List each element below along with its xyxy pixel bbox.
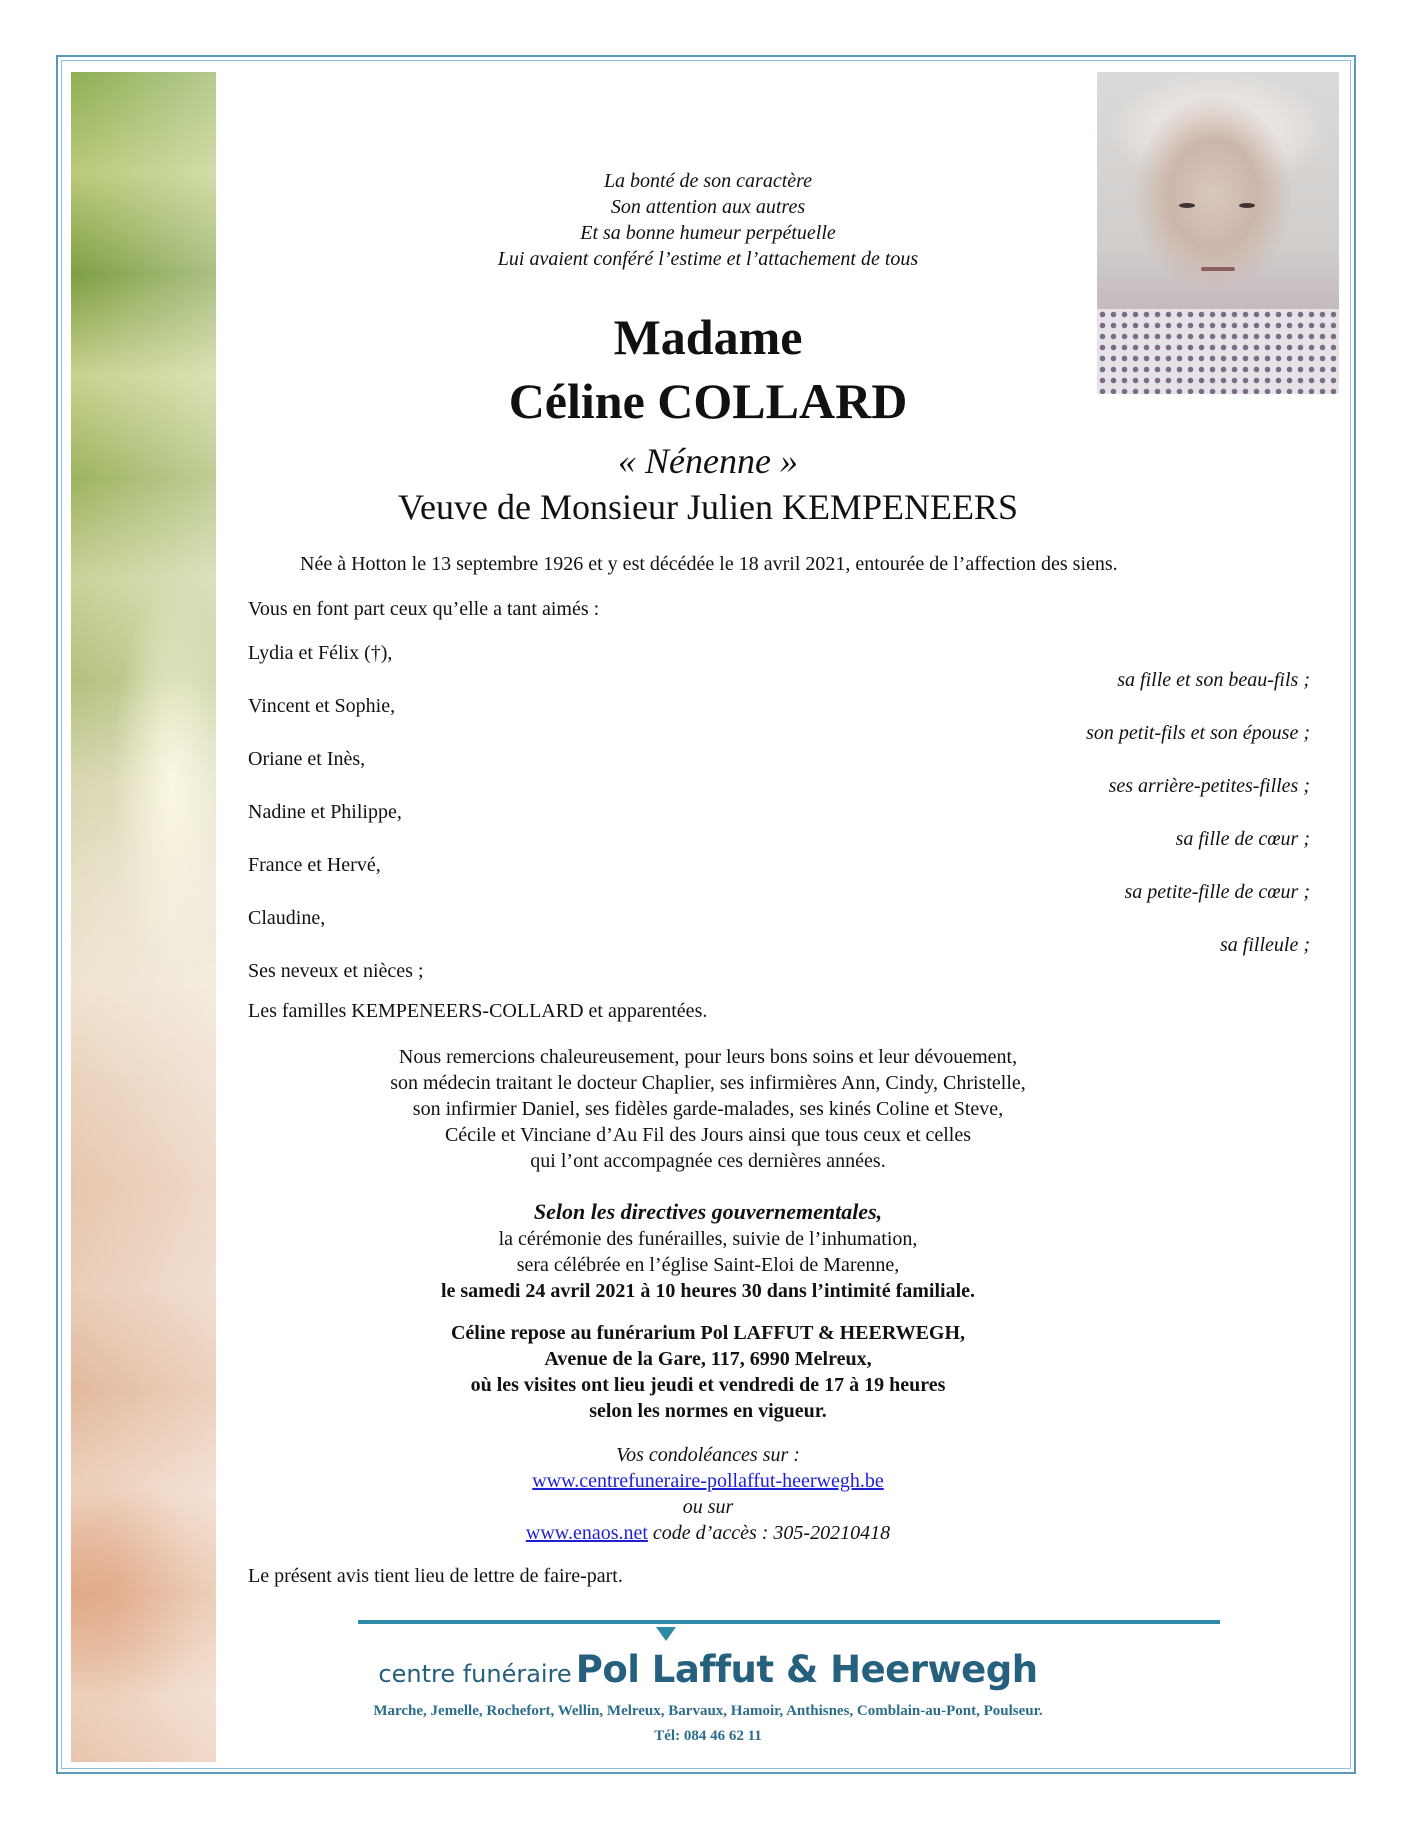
poem-line: La bonté de son caractère — [603, 170, 813, 192]
nickname: « Nénenne » — [618, 441, 798, 481]
rest-line: Avenue de la Gare, 117, 6990 Melreux, — [544, 1348, 872, 1370]
condolences-link-enaos[interactable]: www.enaos.net — [525, 1522, 648, 1544]
family-member-role: sa fille et son beau-fils ; — [1117, 669, 1310, 691]
condolences-or: ou sur — [682, 1496, 734, 1518]
family-member-name: France et Hervé, — [248, 854, 381, 876]
rest-line: selon les normes en vigueur. — [589, 1400, 827, 1422]
thanks-line: qui l’ont accompagnée ces dernières années. — [530, 1150, 886, 1172]
honorific-title: Madame — [613, 309, 803, 365]
condolences-intro: Vos condoléances sur : — [616, 1444, 800, 1466]
family-member-name: Vincent et Sophie, — [248, 695, 396, 717]
rest-line: Céline repose au funérarium Pol LAFFUT & HEERWEGH, — [450, 1322, 966, 1344]
footer-triangle-icon — [656, 1627, 676, 1641]
deceased-name: Céline COLLARD — [508, 373, 908, 429]
family-extra-line: Ses neveux et nièces ; — [248, 960, 424, 982]
funeral-home-info — [0, 1320, 1416, 1424]
thanks-line: son infirmier Daniel, ses fidèles garde-malades, ses kinés Coline et Steve, — [412, 1098, 1004, 1120]
poem-line: Son attention aux autres — [610, 196, 806, 218]
family-member-role: sa fille de cœur ; — [1175, 828, 1310, 850]
family-member-name: Claudine, — [248, 907, 326, 929]
rest-line: où les visites ont lieu jeudi et vendredi de 17 à 19 heures — [470, 1374, 946, 1396]
family-intro: Vous en font part ceux qu’elle a tant aimés : — [248, 598, 600, 620]
poem-line: Lui avaient conféré l’estime et l’attachement de tous — [497, 248, 919, 270]
condolences-block — [0, 1442, 1416, 1546]
footer-phone: Tél: 084 46 62 11 — [654, 1728, 762, 1744]
family-member-role: ses arrière-petites-filles ; — [1108, 775, 1310, 797]
family-member-name: Nadine et Philippe, — [248, 801, 402, 823]
family-extra-line: Les familles KEMPENEERS-COLLARD et apparentées. — [248, 1000, 708, 1022]
poem-line: Et sa bonne humeur perpétuelle — [580, 222, 836, 244]
access-code: code d’accès : 305-20210418 — [647, 1522, 891, 1544]
thanks-line: Nous remercions chaleureusement, pour leurs bons soins et leur dévouement, — [398, 1046, 1018, 1068]
funeral-home-logo — [0, 1648, 1416, 1691]
birth-death-line: Née à Hotton le 13 septembre 1926 et y est décédée le 18 avril 2021, entourée de l’affection des siens. — [300, 553, 1118, 575]
family-member-role: sa filleule ; — [1220, 934, 1310, 956]
ceremony-line: la cérémonie des funérailles, suivie de l’inhumation, — [498, 1228, 918, 1250]
family-member-role: sa petite-fille de cœur ; — [1124, 881, 1310, 903]
thanks-paragraph — [0, 1044, 1416, 1174]
family-member-role: son petit-fils et son épouse ; — [1086, 722, 1310, 744]
ceremony-details — [0, 1226, 1416, 1304]
thanks-line: Cécile et Vinciane d’Au Fil des Jours ainsi que tous ceux et celles — [444, 1124, 972, 1146]
family-member-name: Oriane et Inès, — [248, 748, 366, 770]
logo-prefix: centre funéraire — [378, 1660, 572, 1688]
notice-line: Le présent avis tient lieu de lettre de faire-part. — [248, 1565, 623, 1587]
widow-of-line: Veuve de Monsieur Julien KEMPENEERS — [398, 487, 1018, 527]
ceremony-date: le samedi 24 avril 2021 à 10 heures 30 dans l’intimité familiale. — [440, 1280, 976, 1302]
ceremony-line: sera célébrée en l’église Saint-Eloi de Marenne, — [516, 1254, 900, 1276]
family-member-name: Lydia et Félix (†), — [248, 642, 393, 664]
footer-towns: Marche, Jemelle, Rochefort, Wellin, Melreux, Barvaux, Hamoir, Anthisnes, Comblain-au-Pont, Poulseur. — [373, 1703, 1043, 1719]
logo-brand: Pol Laffut & Heerwegh — [575, 1648, 1038, 1691]
thanks-line: son médecin traitant le docteur Chaplier, ses infirmières Ann, Cindy, Christelle, — [390, 1072, 1026, 1094]
ceremony-heading: Selon les directives gouvernementales, — [533, 1199, 883, 1224]
memorial-poem — [0, 168, 1416, 272]
condolences-link-primary[interactable]: www.centrefuneraire-pollaffut-heerwegh.be — [532, 1470, 884, 1492]
footer-divider — [358, 1620, 1220, 1624]
